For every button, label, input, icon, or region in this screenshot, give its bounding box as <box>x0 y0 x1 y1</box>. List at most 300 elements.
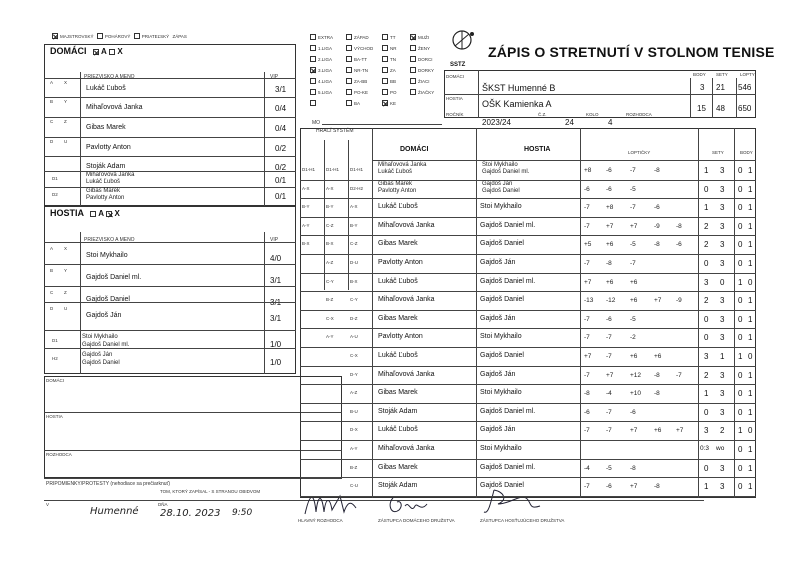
guest-player-score: 3/1 <box>270 314 282 323</box>
system-code: B-Z <box>326 297 334 303</box>
logo-text: SSTZ <box>450 62 466 68</box>
points-guest: 0 <box>748 277 753 287</box>
match-row-line <box>300 421 756 422</box>
sets-guest: 3 <box>720 259 725 268</box>
guest-col-vip: VIP <box>270 237 279 243</box>
sets-home: 2 <box>704 240 709 250</box>
checkbox-box[interactable] <box>382 56 388 62</box>
match-guest-player: Gajdoš Ján <box>480 314 516 322</box>
points-guest: 1 <box>748 203 753 213</box>
system-code: B-X <box>302 241 310 247</box>
guest-doubles-score: 1/0 <box>270 358 282 367</box>
home-alt-pos: U <box>64 139 68 144</box>
footer-time: 9:50 <box>232 508 253 518</box>
grid-hostia-label: HOSTIA <box>524 146 551 153</box>
sets-home: 2 <box>704 221 709 231</box>
system-code: C-X <box>350 353 358 358</box>
league-checkbox-leagues_col2-5[interactable] <box>346 89 368 96</box>
league-checkbox-leagues_col3-5[interactable] <box>382 89 397 96</box>
set-ball-score: +6 <box>630 278 638 286</box>
home-pos: C <box>50 119 54 124</box>
system-code: A-Y <box>350 446 358 451</box>
home-alt-pos: Y <box>64 99 68 104</box>
sets-guest: wo <box>716 445 725 452</box>
league-label: TT <box>390 35 396 40</box>
kolo-value: 4 <box>608 118 613 127</box>
system-code: B-Z <box>350 464 358 470</box>
guest-team-name: OŠK Kamienka A <box>482 99 552 109</box>
set-ball-score: +7 <box>584 278 592 286</box>
set-ball-score: -6 <box>584 408 590 416</box>
home-player-score: 0/4 <box>275 104 287 113</box>
league-checkbox-leagues_col2-4[interactable] <box>346 78 367 85</box>
league-label: 2.LIGA <box>318 57 333 62</box>
checkbox-box[interactable] <box>346 100 352 106</box>
guest-player-name: Gajdoš Ján <box>86 312 122 319</box>
guest-col-divider <box>264 232 265 374</box>
guest-player-score: 4/0 <box>270 254 282 263</box>
points-guest: 1 <box>748 333 753 343</box>
home-pos: B <box>50 99 54 104</box>
league-label: PO-KE <box>354 90 369 95</box>
checkbox-box[interactable] <box>310 89 316 95</box>
league-checkbox-leagues_col4-0[interactable] <box>410 34 429 41</box>
home-section-title: DOMÁCI A X <box>50 46 123 56</box>
points-guest: 1 <box>748 389 753 399</box>
home-sety: 21 <box>716 83 725 92</box>
home-col-name: PRIEZVISKO A MENO <box>84 74 135 80</box>
guest-pos: A <box>50 246 54 251</box>
match-row-line <box>300 347 756 348</box>
match-guest-player: Gajdoš Daniel <box>480 296 524 304</box>
league-label: ZA-BB <box>354 79 368 84</box>
home-doubles-name: Mihaľovová Janka <box>86 172 135 178</box>
grid-lopticky-label: LOPTIČKY <box>628 150 651 155</box>
league-checkbox-leagues_col3-4[interactable] <box>382 78 396 85</box>
cz-value: 24 <box>565 118 574 127</box>
league-checkbox-leagues_col4-1[interactable] <box>410 45 430 52</box>
set-ball-score: -8 <box>654 390 660 398</box>
home-roster-box <box>44 44 296 206</box>
rocnik-label: ROČNÍK <box>446 112 464 117</box>
match-home-player: Mihaľovová Janka <box>378 162 427 168</box>
match-row-line <box>300 496 756 497</box>
home-doubles-name: Pavlotty Anton <box>86 195 125 201</box>
checkbox-box[interactable] <box>346 56 352 62</box>
league-label: ZA <box>390 68 396 73</box>
guest-row-line <box>44 286 296 287</box>
set-ball-score: +7 <box>630 427 638 435</box>
checkbox-box[interactable] <box>346 67 352 73</box>
league-label: 1.LIGA <box>318 46 333 51</box>
set-ball-score: -7 <box>584 334 590 342</box>
footer-date: 28.10. 2023 <box>160 508 221 519</box>
system-col-divider <box>348 140 349 290</box>
match-home-player: Lukáč Ľuboš <box>378 352 418 359</box>
set-ball-score: +7 <box>654 297 662 305</box>
sets-guest: 3 <box>720 203 725 213</box>
set-ball-score: +5 <box>584 241 592 249</box>
home-row-line <box>44 117 296 118</box>
match-home-player: Mihaľovová Janka <box>378 445 435 452</box>
match-home-player: Gibas Marek <box>378 180 413 187</box>
set-ball-score: +6 <box>630 353 638 360</box>
checkbox-box[interactable] <box>310 34 316 40</box>
match-home-player: Mihaľovová Janka <box>378 296 435 304</box>
sets-home: 2 <box>704 296 709 306</box>
sets-home: 0 <box>704 259 709 268</box>
match-row-line <box>300 291 756 292</box>
guest-row-line <box>44 242 296 243</box>
match-row-line <box>300 328 756 329</box>
checkbox-box[interactable] <box>410 45 416 51</box>
league-checkbox-leagues_col4-2[interactable] <box>410 56 433 63</box>
checkbox-box[interactable] <box>382 89 388 95</box>
match-row-line <box>300 273 756 274</box>
points-home: 0 <box>738 240 743 250</box>
home-player-name: Lukáč Ľuboš <box>86 85 126 92</box>
system-code: B-Y <box>350 222 358 228</box>
remarks-home-label: DOMÁCI <box>46 378 64 383</box>
league-checkbox-leagues_col1-3[interactable] <box>310 67 332 74</box>
set-ball-score: -7 <box>584 260 590 267</box>
sets-guest: 3 <box>720 482 725 492</box>
guest-sety: 48 <box>716 104 725 113</box>
home-player-score: 0/2 <box>275 163 287 172</box>
sets-home: 0 <box>704 184 709 194</box>
system-code: C-Y <box>350 297 358 303</box>
match-guest-player: Gajdoš Daniel <box>480 352 524 359</box>
set-ball-score: +7 <box>630 222 638 230</box>
set-ball-score: -8 <box>654 371 660 379</box>
checkbox-priatelsky[interactable]: PRIATEĽSKÝ <box>134 34 169 40</box>
system-code: C-Y <box>326 278 334 284</box>
label-zapas: ZÁPAS <box>172 34 187 39</box>
sets-guest: 3 <box>720 333 725 343</box>
system-code: B-U <box>350 408 358 414</box>
points-home: 0 <box>738 389 743 399</box>
checkbox-box[interactable] <box>410 89 416 95</box>
guest-doubles-score: 1/0 <box>270 340 282 349</box>
points-home: 0 <box>738 463 743 473</box>
points-home: 0 <box>738 166 743 175</box>
set-ball-score: -4 <box>584 464 590 472</box>
system-code: A-X <box>302 185 310 191</box>
set-ball-score: -8 <box>654 167 660 174</box>
home-doubles-name: Lukáč Ľuboš <box>86 179 121 185</box>
grid-body-label: BODY <box>740 150 753 155</box>
points-guest: 0 <box>748 352 753 361</box>
points-home: 1 <box>738 352 743 361</box>
guest-doubles-line <box>44 330 296 331</box>
home-lopty: 546 <box>738 83 752 92</box>
points-guest: 0 <box>748 426 753 436</box>
checkbox-box[interactable] <box>382 78 388 84</box>
league-checkbox-leagues_col2-2[interactable] <box>346 56 367 63</box>
set-ball-score: -7 <box>584 427 590 435</box>
checkbox-box[interactable] <box>310 56 316 62</box>
home-alt-pos: Z <box>64 119 67 124</box>
league-checkbox-leagues_col3-3[interactable] <box>382 67 396 74</box>
sstz-logo-icon <box>446 26 478 66</box>
set-ball-score: -7 <box>584 204 590 212</box>
match-row-line <box>300 384 756 385</box>
sets-guest: 3 <box>720 240 725 250</box>
match-guest-player: Stoi Mykhailo <box>480 389 522 397</box>
set-ball-score: +6 <box>606 278 614 286</box>
set-ball-score: -7 <box>606 427 612 435</box>
league-checkbox-leagues_col2-1[interactable] <box>346 45 373 52</box>
set-ball-score: -7 <box>584 483 590 491</box>
league-label: ŽENY <box>418 46 431 51</box>
set-ball-score: -6 <box>584 185 590 193</box>
checkbox-box[interactable] <box>382 34 388 40</box>
guest-player-score: 3/1 <box>270 276 282 285</box>
match-home-player: Gibas Marek <box>378 463 418 471</box>
guest-doubles-name: Gajdoš Ján <box>82 352 113 358</box>
points-guest: 1 <box>748 166 753 175</box>
system-code: B-Y <box>326 204 334 210</box>
set-ball-score: -6 <box>606 167 612 174</box>
set-ball-score: -8 <box>676 222 682 230</box>
league-checkbox-leagues_col3-0[interactable] <box>382 34 396 41</box>
sets-home: 1 <box>704 389 709 399</box>
set-ball-score: -8 <box>654 241 660 249</box>
set-ball-score: -7 <box>606 353 612 360</box>
guest-doubles-name: Gajdoš Daniel <box>82 360 120 366</box>
league-checkbox-leagues_col4-4[interactable] <box>410 78 430 85</box>
sets-guest: 3 <box>720 463 725 473</box>
checkbox-box[interactable] <box>310 100 316 106</box>
checkbox-box[interactable] <box>410 34 416 40</box>
match-guest-player: Gajdoš Daniel ml. <box>480 463 536 471</box>
match-guest-player: Gajdoš Daniel <box>480 482 524 490</box>
points-home: 1 <box>738 426 743 436</box>
sets-guest: 2 <box>720 426 725 436</box>
sets-guest: 3 <box>720 296 725 306</box>
set-ball-score: +6 <box>654 353 662 360</box>
checkbox-box[interactable] <box>310 78 316 84</box>
system-code: A-X <box>326 185 334 191</box>
match-guest-player: Gajdoš Ján <box>480 370 516 378</box>
sets-home: 0 <box>704 463 709 473</box>
league-label: EXTRA <box>318 35 334 40</box>
match-row-line <box>300 440 756 441</box>
league-checkbox-leagues_col2-6[interactable] <box>346 100 360 107</box>
set-ball-score: +12 <box>630 371 642 379</box>
grid-sety-label: SETY <box>712 150 724 155</box>
league-label: NR-TN <box>354 68 368 73</box>
set-ball-score: -8 <box>584 390 590 398</box>
set-ball-score: +7 <box>606 371 614 379</box>
checkbox-box[interactable] <box>310 67 316 73</box>
set-ball-score: -4 <box>606 390 612 398</box>
points-home: 1 <box>738 277 743 287</box>
points-home: 0 <box>738 314 743 324</box>
checkbox-box[interactable] <box>382 67 388 73</box>
home-doubles-score: 0/1 <box>275 176 287 185</box>
checkbox-box[interactable] <box>310 45 316 51</box>
rozhodca-label: ROZHODCA <box>626 112 652 117</box>
points-home: 0 <box>738 259 743 268</box>
home-doubles-score: 0/1 <box>275 192 287 201</box>
sets-home: 1 <box>704 203 709 213</box>
home-row-line <box>44 156 296 157</box>
league-checkbox-leagues_col3-6[interactable] <box>382 100 396 107</box>
match-type-row <box>52 33 187 40</box>
remarks-guest-label: HOSTIA <box>46 414 63 419</box>
match-guest-player: Gajdoš Ján <box>480 259 516 266</box>
sets-home: 0 <box>704 314 709 324</box>
match-guest-player: Gajdoš Daniel ml. <box>480 407 536 415</box>
match-home-player: Stoják Adam <box>378 407 418 415</box>
match-row-line <box>300 217 756 218</box>
home-col-divider <box>264 72 265 206</box>
remarks-box <box>44 376 342 478</box>
league-checkbox-leagues_col1-6[interactable] <box>310 100 318 107</box>
points-home: 0 <box>738 333 743 343</box>
league-checkbox-leagues_col3-1[interactable] <box>382 45 397 52</box>
system-code: D1-H1 <box>302 167 316 172</box>
league-checkbox-leagues_col4-3[interactable] <box>410 67 434 74</box>
checkbox-pohar[interactable]: POHÁROVÝ <box>97 34 131 40</box>
points-guest: 1 <box>748 370 753 380</box>
system-code: A-Z <box>350 390 358 396</box>
sets-guest: 3 <box>720 407 725 417</box>
teams-home-label: DOMÁCI <box>446 74 464 79</box>
set-ball-score: +7 <box>606 222 614 230</box>
set-ball-score: -7 <box>584 315 590 323</box>
guest-doubles-name: Gajdoš Daniel ml. <box>82 342 130 348</box>
match-guest-player: Gajdoš Ján <box>482 180 513 187</box>
system-code: A-Y <box>326 334 334 340</box>
sets-guest: 3 <box>720 184 725 194</box>
footer-place: Humenné <box>90 506 139 517</box>
points-guest: 1 <box>748 259 753 268</box>
sets-home: 1 <box>704 166 709 175</box>
page-title: ZÁPIS O STRETNUTÍ V STOLNOM TENISE <box>488 44 775 60</box>
home-player-score: 0/4 <box>275 124 287 133</box>
set-ball-score: -7 <box>676 371 682 379</box>
match-row-line <box>300 198 756 199</box>
sets-guest: 0 <box>720 277 725 287</box>
home-player-name: Stoják Adam <box>86 163 126 170</box>
col-lopty-label: LOPTY <box>740 72 755 77</box>
checkbox-box[interactable] <box>410 67 416 73</box>
grid-domaci-label: DOMÁCI <box>400 146 429 153</box>
system-code: D-U <box>350 260 358 265</box>
league-checkbox-leagues_col1-2[interactable] <box>310 56 332 63</box>
set-ball-score: -7 <box>584 371 590 379</box>
sets-home: 0 <box>704 407 709 417</box>
league-checkbox-leagues_col4-5[interactable] <box>410 89 434 96</box>
set-ball-score: -5 <box>630 315 636 323</box>
league-label: ŽIAČKY <box>418 90 435 95</box>
checkbox-majstrovsky[interactable]: MAJSTROVSKÝ <box>52 34 94 40</box>
system-code: B-X <box>350 278 358 284</box>
sets-guest: 3 <box>720 389 725 399</box>
league-label: BA-TT <box>354 57 367 62</box>
checkbox-box[interactable] <box>382 45 388 51</box>
league-label: DORCI <box>418 57 433 62</box>
system-code: D-Z <box>350 315 358 321</box>
set-ball-score: -7 <box>606 334 612 342</box>
set-ball-score: -13 <box>584 297 594 305</box>
checkbox-box[interactable] <box>346 45 352 51</box>
system-code: D2-H2 <box>350 185 364 191</box>
system-code: D-X <box>350 427 358 433</box>
teams-guest-label: HOSTIA <box>446 96 463 101</box>
home-doubles-line <box>44 171 296 172</box>
sig-referee-label: HLAVNÝ ROZHODCA <box>298 518 343 523</box>
league-checkbox-leagues_col2-3[interactable] <box>346 67 368 74</box>
sets-guest: 3 <box>720 221 725 231</box>
set-ball-score: -7 <box>630 167 636 174</box>
league-checkbox-leagues_col1-4[interactable] <box>310 78 332 85</box>
sets-guest: 3 <box>720 166 725 175</box>
league-label: TN <box>390 57 396 62</box>
match-guest-player: Gajdoš Daniel <box>480 240 524 248</box>
league-label: 4.LIGA <box>318 79 333 84</box>
system-code: C-Z <box>326 222 334 228</box>
checkbox-box[interactable] <box>410 78 416 84</box>
sig-guest-label: ZÁSTUPCA HOSŤUJÚCEHO DRUŽSTVA <box>480 518 565 523</box>
system-code: A-X <box>350 204 358 210</box>
checkbox-box[interactable] <box>346 34 352 40</box>
points-guest: 1 <box>748 221 753 231</box>
match-row-line <box>300 366 756 367</box>
guest-alt-pos: Z <box>64 290 67 295</box>
league-label: 5.LIGA <box>318 90 333 95</box>
set-ball-score: -6 <box>676 241 682 249</box>
league-checkbox-leagues_col1-5[interactable] <box>310 89 332 96</box>
system-code: D1-H1 <box>350 167 364 172</box>
match-grid <box>300 128 756 498</box>
checkbox-box[interactable] <box>346 78 352 84</box>
league-checkbox-leagues_col2-0[interactable] <box>346 34 369 41</box>
home-col-divider <box>80 72 81 206</box>
league-checkbox-leagues_col1-0[interactable] <box>310 34 333 41</box>
match-home-player: Lukáč Ľuboš <box>378 426 418 434</box>
points-guest: 1 <box>748 463 753 473</box>
guest-player-name: Stoi Mykhailo <box>86 252 128 259</box>
league-label: PO <box>390 90 397 95</box>
points-guest: 1 <box>748 240 753 250</box>
points-home: 0 <box>738 407 743 417</box>
checkbox-box[interactable] <box>346 89 352 95</box>
match-guest-player: Gajdoš Daniel <box>482 187 520 194</box>
sets-guest: 3 <box>720 370 725 380</box>
system-code: B-Y <box>302 204 310 210</box>
home-pos: A <box>50 80 54 85</box>
league-checkbox-leagues_col3-2[interactable] <box>382 56 396 63</box>
guest-pos: C <box>50 290 54 295</box>
home-player-name: Gibas Marek <box>86 124 126 131</box>
points-home: 0 <box>738 482 743 492</box>
match-home-player: Lukáč Ľuboš <box>378 169 413 175</box>
sets-guest: 1 <box>720 352 725 361</box>
checkbox-box[interactable] <box>382 100 388 106</box>
guest-doubles-name: Stoi Mykhailo <box>82 334 118 340</box>
sets-home: 3 <box>704 277 709 287</box>
home-alt-pos: X <box>64 80 68 85</box>
checkbox-box[interactable] <box>410 56 416 62</box>
home-doubles-code: D1 <box>52 176 58 181</box>
league-label: NR <box>390 46 397 51</box>
guest-pos: D <box>50 306 54 311</box>
guest-lopty: 650 <box>738 104 752 113</box>
league-checkbox-leagues_col1-1[interactable] <box>310 45 332 52</box>
